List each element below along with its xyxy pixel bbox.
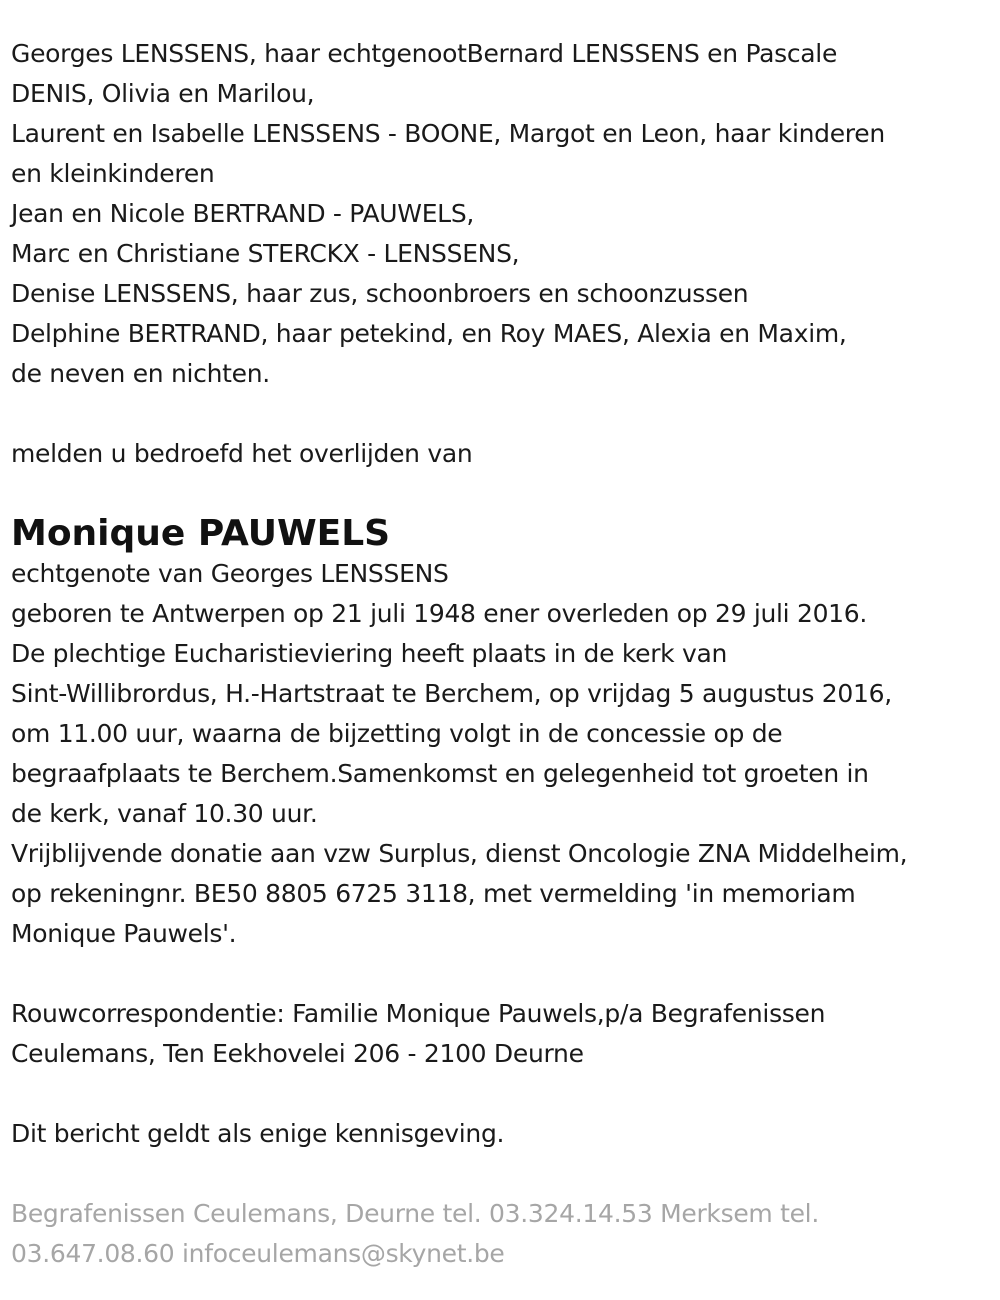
deceased-name: Monique PAUWELS [11,513,391,554]
deceased-detail-line: echtgenote van Georges LENSSENS [11,559,449,588]
footer-line: 03.647.08.60 infoceulemans@skynet.be [11,1239,505,1268]
deceased-detail-line: De plechtige Eucharistieviering heeft plaats in de kerk van [11,639,728,668]
deceased-section [11,514,991,954]
family-line: Marc en Christiane STERCKX - LENSSENS, [11,239,520,268]
deceased-detail-line: geboren te Antwerpen op 21 juli 1948 ener overleden op 29 juli 2016. [11,599,868,628]
spacer [11,1074,991,1114]
family-line: Georges LENSSENS, haar echtgenootBernard LENSSENS en Pascale [11,39,838,68]
deceased-detail-line: de kerk, vanaf 10.30 uur. [11,799,318,828]
deceased-detail-line: om 11.00 uur, waarna de bijzetting volgt in de concessie op de [11,719,783,748]
spacer [11,474,991,514]
family-line: DENIS, Olivia en Marilou, [11,79,315,108]
family-line: Laurent en Isabelle LENSSENS - BOONE, Margot en Leon, haar kinderen [11,119,885,148]
deceased-detail-line: op rekeningnr. BE50 8805 6725 3118, met vermelding 'in memoriam [11,879,856,908]
family-line: Jean en Nicole BERTRAND - PAUWELS, [11,199,475,228]
correspondence-section [11,994,991,1074]
announcement-text: melden u bedroefd het overlijden van [11,439,473,468]
deceased-detail-line: Sint-Willibrordus, H.-Hartstraat te Berchem, op vrijdag 5 augustus 2016, [11,679,892,708]
footer-line: Begrafenissen Ceulemans, Deurne tel. 03.324.14.53 Merksem tel. [11,1199,819,1228]
obituary-notice [11,34,991,1274]
deceased-detail-line: begraafplaats te Berchem.Samenkomst en gelegenheid tot groeten in [11,759,869,788]
spacer [11,394,991,434]
spacer [11,1154,991,1194]
family-line: en kleinkinderen [11,159,215,188]
correspondence-line: Ceulemans, Ten Eekhovelei 206 - 2100 Deurne [11,1039,584,1068]
family-section [11,34,991,394]
family-line: Denise LENSSENS, haar zus, schoonbroers en schoonzussen [11,279,749,308]
spacer [11,954,991,994]
deceased-detail-line: Vrijblijvende donatie aan vzw Surplus, dienst Oncologie ZNA Middelheim, [11,839,908,868]
deceased-detail-line: Monique Pauwels'. [11,919,237,948]
family-line: Delphine BERTRAND, haar petekind, en Roy MAES, Alexia en Maxim, [11,319,847,348]
notice-text: Dit bericht geldt als enige kennisgeving. [11,1119,505,1148]
correspondence-line: Rouwcorrespondentie: Familie Monique Pauwels,p/a Begrafenissen [11,999,826,1028]
funeral-home-footer [11,1194,991,1274]
family-line: de neven en nichten. [11,359,270,388]
